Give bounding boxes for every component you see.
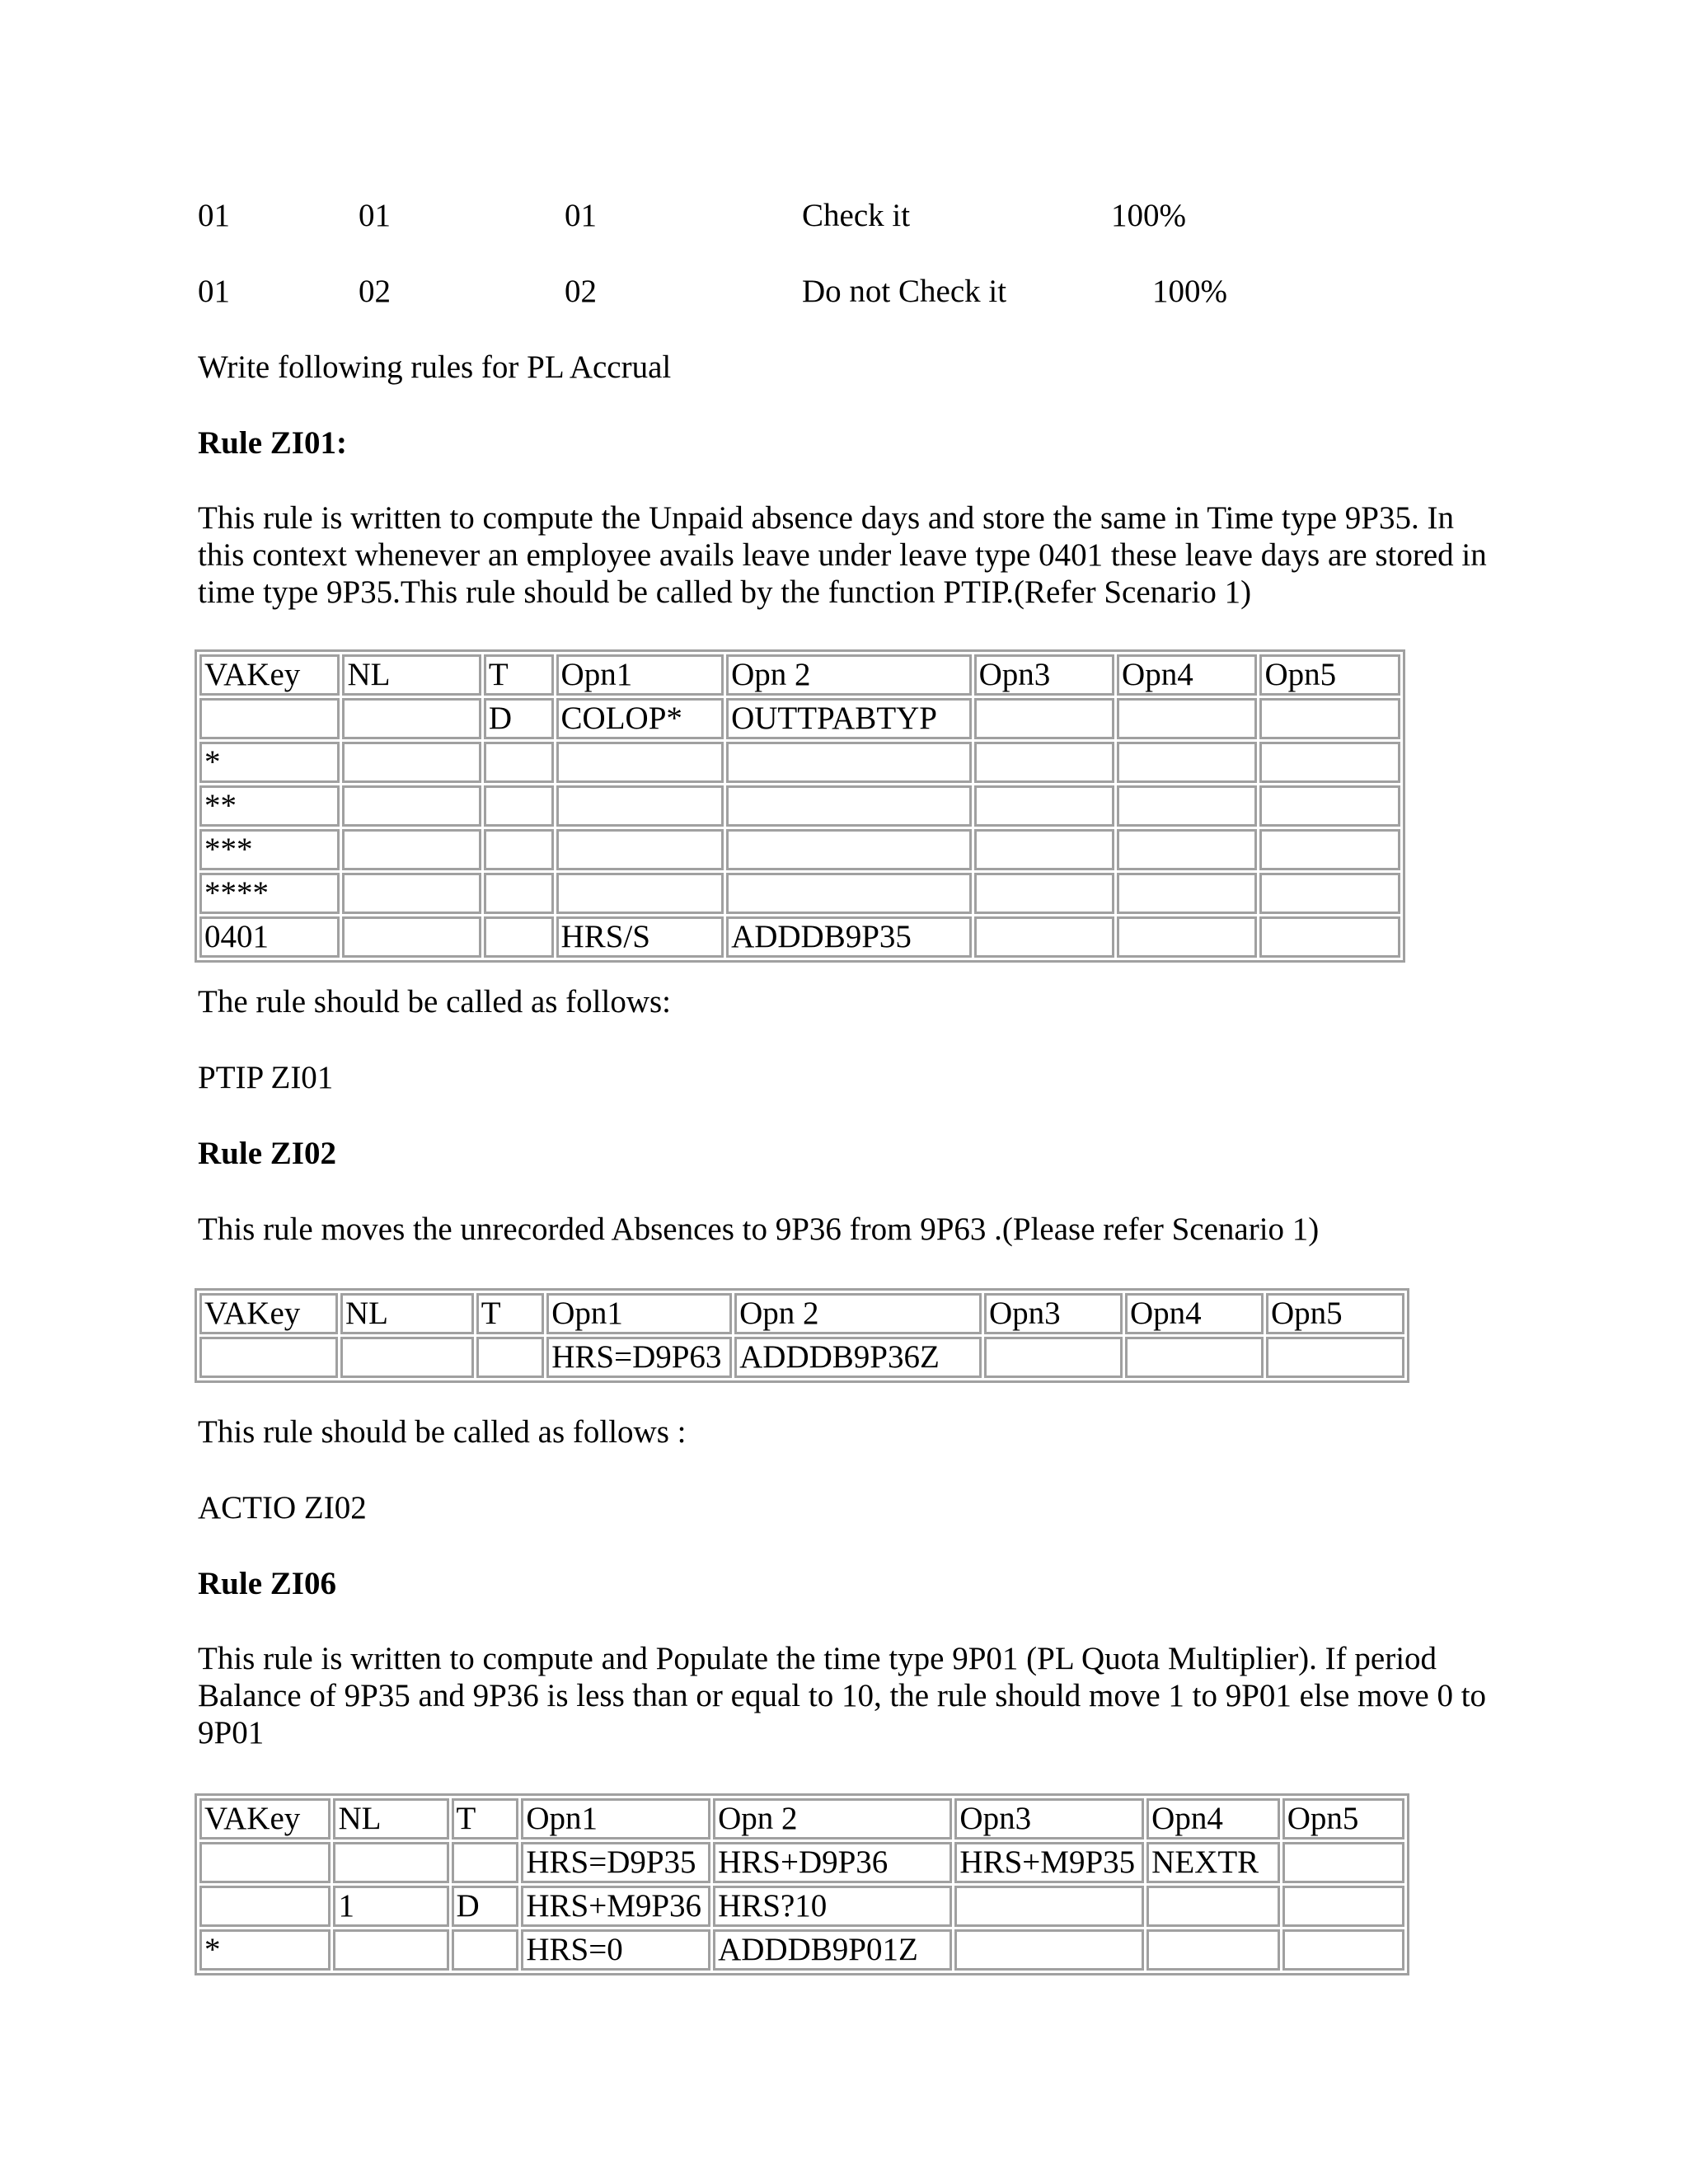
table-header-cell: T (452, 1798, 519, 1840)
rule2-description: This rule moves the unrecorded Absences to 9P36 from 9P63 .(Please refer Scenario 1) (198, 1212, 1320, 1247)
table-cell (452, 1842, 519, 1883)
table-cell (333, 1842, 448, 1883)
table-header-cell: VAKey (199, 1293, 338, 1334)
table-cell (1117, 916, 1257, 958)
rule2-heading: Rule ZI02 (198, 1136, 336, 1171)
table-cell (1146, 1929, 1280, 1971)
table-cell (954, 1929, 1144, 1971)
table-cell (1117, 829, 1257, 870)
table-cell: COLOP* (556, 698, 724, 739)
table-header-cell: T (476, 1293, 544, 1334)
table-row (199, 1337, 1404, 1378)
table-header-cell: NL (342, 654, 481, 696)
rule1-table (195, 649, 1405, 963)
table-header-cell: T (484, 654, 554, 696)
table-header-cell: Opn1 (521, 1798, 710, 1840)
rule2-table (195, 1288, 1409, 1383)
top-row-2-col5: 100% (1152, 274, 1227, 309)
table-row (199, 785, 1400, 827)
table-cell (984, 1337, 1123, 1378)
table-cell (342, 916, 481, 958)
table-cell (1125, 1337, 1264, 1378)
table-cell (342, 785, 481, 827)
table-cell: D (452, 1886, 519, 1927)
table-cell (974, 873, 1114, 914)
table-cell (1117, 742, 1257, 783)
table-cell (476, 1337, 544, 1378)
table-header-cell: Opn4 (1146, 1798, 1280, 1840)
table-cell: * (199, 742, 340, 783)
table-cell (342, 873, 481, 914)
table-cell: ADDDB9P35 (726, 916, 972, 958)
table-row (199, 1929, 1404, 1971)
table-cell (974, 698, 1114, 739)
table-cell (342, 698, 481, 739)
table-cell: HRS=0 (521, 1929, 710, 1971)
table-cell (199, 1842, 331, 1883)
table-header-cell: VAKey (199, 1798, 331, 1840)
table-cell (1117, 698, 1257, 739)
table-cell: HRS?10 (713, 1886, 952, 1927)
table-cell: * (199, 1929, 331, 1971)
table-cell (556, 873, 724, 914)
rule2-call-text: This rule should be called as follows : (198, 1414, 687, 1450)
rule1-table-body (199, 654, 1400, 958)
table-header-cell: Opn4 (1117, 654, 1257, 696)
table-cell (556, 785, 724, 827)
table-header-row (199, 654, 1400, 696)
table-row (199, 742, 1400, 783)
top-row-1-col1: 01 (198, 198, 230, 233)
table-header-cell: Opn3 (984, 1293, 1123, 1334)
table-header-cell: Opn3 (974, 654, 1114, 696)
table-cell (974, 742, 1114, 783)
table-row (199, 1886, 1404, 1927)
table-header-cell: Opn5 (1266, 1293, 1404, 1334)
intro-text: Write following rules for PL Accrual (198, 349, 672, 385)
table-cell: HRS=D9P35 (521, 1842, 710, 1883)
rule1-heading: Rule ZI01: (198, 425, 347, 461)
table-cell (974, 829, 1114, 870)
table-cell: **** (199, 873, 340, 914)
table-cell (1146, 1886, 1280, 1927)
table-cell (1282, 1842, 1404, 1883)
table-cell (726, 742, 972, 783)
table-cell (484, 916, 554, 958)
table-cell (452, 1929, 519, 1971)
table-row (199, 1842, 1404, 1883)
top-row-1-col4: Check it (802, 198, 911, 233)
table-cell: *** (199, 829, 340, 870)
table-cell (1282, 1929, 1404, 1971)
rule3-table (195, 1793, 1409, 1975)
table-cell: OUTTPABTYP (726, 698, 972, 739)
table-cell (333, 1929, 448, 1971)
top-row-2-col2: 02 (359, 274, 391, 309)
table-header-cell: NL (340, 1293, 474, 1334)
table-row (199, 698, 1400, 739)
table-cell: ADDDB9P36Z (734, 1337, 982, 1378)
table-cell (974, 916, 1114, 958)
top-row-1-col5: 100% (1111, 198, 1186, 233)
table-header-cell: Opn1 (556, 654, 724, 696)
table-cell: ** (199, 785, 340, 827)
table-cell (726, 829, 972, 870)
table-cell: HRS+M9P36 (521, 1886, 710, 1927)
rule3-heading: Rule ZI06 (198, 1566, 336, 1601)
table-cell: 0401 (199, 916, 340, 958)
table-cell (199, 1337, 338, 1378)
table-cell: HRS=D9P63 (546, 1337, 732, 1378)
table-cell: ADDDB9P01Z (713, 1929, 952, 1971)
table-cell (1259, 829, 1400, 870)
top-row-2-col3: 02 (565, 274, 597, 309)
table-cell (1259, 916, 1400, 958)
table-header-row (199, 1293, 1404, 1334)
rule3-table-body (199, 1798, 1404, 1971)
table-cell (340, 1337, 474, 1378)
table-cell (1259, 698, 1400, 739)
table-header-cell: Opn3 (954, 1798, 1144, 1840)
table-cell: HRS/S (556, 916, 724, 958)
table-cell (342, 742, 481, 783)
table-cell (199, 1886, 331, 1927)
table-cell (1259, 742, 1400, 783)
rule2-call: ACTIO ZI02 (198, 1490, 367, 1526)
rule1-call-text: The rule should be called as follows: (198, 984, 672, 1019)
table-header-cell: VAKey (199, 654, 340, 696)
table-cell (954, 1886, 1144, 1927)
rule3-description: This rule is written to compute and Populate the time type 9P01 (PL Quota Multiplier). If period Balance of 9P35 and 9P36 is less than or equal to 10, the rule should move 1 to 9P01 else move 0 to 9P01 (198, 1641, 1487, 1750)
table-row (199, 873, 1400, 914)
table-header-cell: Opn5 (1259, 654, 1400, 696)
top-row-1-col3: 01 (565, 198, 597, 233)
table-cell (199, 698, 340, 739)
top-row-2-col1: 01 (198, 274, 230, 309)
table-cell (556, 829, 724, 870)
table-cell (484, 742, 554, 783)
rule2-table-body (199, 1293, 1404, 1378)
table-cell (1266, 1337, 1404, 1378)
table-header-cell: NL (333, 1798, 448, 1840)
top-row-1-col2: 01 (359, 198, 391, 233)
table-cell (974, 785, 1114, 827)
table-header-cell: Opn 2 (713, 1798, 952, 1840)
table-row (199, 916, 1400, 958)
table-cell (484, 829, 554, 870)
rule1-call: PTIP ZI01 (198, 1060, 334, 1095)
table-header-cell: Opn4 (1125, 1293, 1264, 1334)
table-header-cell: Opn1 (546, 1293, 732, 1334)
rule1-description: This rule is written to compute the Unpaid absence days and store the same in Time type 9P35. In this context whenever an employee avails leave under leave type 0401 these leave days are stored in time type 9P35.This rule should be called by the function PTIP.(Refer Scenario 1) (198, 500, 1487, 610)
table-cell (1259, 873, 1400, 914)
table-cell (1282, 1886, 1404, 1927)
table-cell (556, 742, 724, 783)
table-cell: HRS+D9P36 (713, 1842, 952, 1883)
table-cell (726, 785, 972, 827)
table-cell (726, 873, 972, 914)
table-row (199, 829, 1400, 870)
table-cell (1117, 873, 1257, 914)
table-cell (1117, 785, 1257, 827)
table-cell (342, 829, 481, 870)
table-cell (484, 785, 554, 827)
table-header-cell: Opn 2 (726, 654, 972, 696)
table-cell: HRS+M9P35 (954, 1842, 1144, 1883)
table-cell (484, 873, 554, 914)
table-cell (1259, 785, 1400, 827)
table-cell: D (484, 698, 554, 739)
table-header-row (199, 1798, 1404, 1840)
table-header-cell: Opn 2 (734, 1293, 982, 1334)
top-row-2-col4: Do not Check it (802, 274, 1007, 309)
table-cell: NEXTR (1146, 1842, 1280, 1883)
table-cell: 1 (333, 1886, 448, 1927)
table-header-cell: Opn5 (1282, 1798, 1404, 1840)
